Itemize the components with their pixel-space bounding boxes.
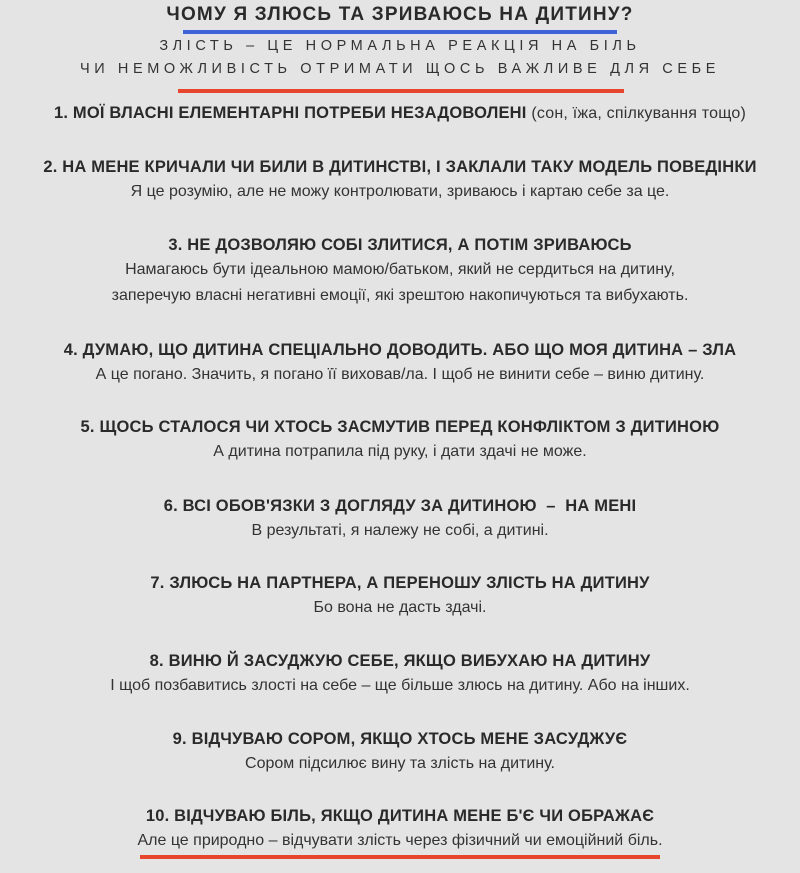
list-item-1 (0, 104, 800, 123)
item-heading: 4. ДУМАЮ, ЩО ДИТИНА СПЕЦІАЛЬНО ДОВОДИТЬ. АБО ЩО МОЯ ДИТИНА – ЗЛА (63, 341, 737, 359)
list-item-2 (0, 158, 800, 205)
item-heading: 2. НА МЕНЕ КРИЧАЛИ ЧИ БИЛИ В ДИТИНСТВІ, І ЗАКЛАЛИ ТАКУ МОДЕЛЬ ПОВЕДІНКИ (43, 158, 757, 176)
item-description: Сором підсилює вину та злість на дитину. (245, 755, 555, 772)
list-item-7 (0, 574, 800, 621)
item-note: (сон, їжа, спілкування тощо) (531, 105, 747, 122)
item-heading: 10. ВІДЧУВАЮ БІЛЬ, ЯКЩО ДИТИНА МЕНЕ Б'Є ЧИ ОБРАЖАЄ (145, 807, 655, 825)
item-description: Бо вона не дасть здачі. (313, 599, 487, 616)
item-heading: 6. ВСІ ОБОВ'ЯЗКИ З ДОГЛЯДУ ЗА ДИТИНОЮ – НА МЕНІ (163, 497, 637, 515)
footer-underline-red (140, 855, 660, 859)
list-item-10 (0, 807, 800, 854)
item-heading: 8. ВИНЮ Й ЗАСУДЖУЮ СЕБЕ, ЯКЩО ВИБУХАЮ НА ДИТИНУ (149, 652, 651, 670)
title-underline-blue (183, 30, 617, 34)
list-item-6 (0, 497, 800, 544)
list-item-9 (0, 730, 800, 777)
item-heading: 1. МОЇ ВЛАСНІ ЕЛЕМЕНТАРНІ ПОТРЕБИ НЕЗАДОВОЛЕНІ (сон, їжа, спілкування тощо) (53, 104, 747, 122)
page-title: ЧОМУ Я ЗЛЮСЬ ТА ЗРИВАЮСЬ НА ДИТИНУ? (166, 4, 634, 25)
item-description: А дитина потрапила під руку, і дати здачі не може. (213, 443, 587, 460)
list-item-3 (0, 236, 800, 309)
item-heading: 9. ВІДЧУВАЮ СОРОМ, ЯКЩО ХТОСЬ МЕНЕ ЗАСУДЖУЄ (172, 730, 628, 748)
list-item-8 (0, 652, 800, 699)
item-description: А це погано. Значить, я погано її виховав/ла. І щоб не винити себе – виню дитину. (95, 366, 705, 383)
subtitle-underline-red (178, 89, 624, 93)
list-item-4 (0, 341, 800, 388)
subtitle-line-1: ЗЛІСТЬ – ЦЕ НОРМАЛЬНА РЕАКЦІЯ НА БІЛЬ (159, 38, 641, 54)
item-description: Намагаюсь бути ідеальною мамою/батьком, який не сердиться на дитину, заперечую власні негативні емоції, які зрештою накопичуються та вибухають. (111, 261, 689, 304)
item-description: В результаті, я належу не собі, а дитині. (251, 522, 549, 539)
item-heading: 5. ЩОСЬ СТАЛОСЯ ЧИ ХТОСЬ ЗАСМУТИВ ПЕРЕД КОНФЛІКТОМ З ДИТИНОЮ (80, 418, 720, 436)
item-heading: 7. ЗЛЮСЬ НА ПАРТНЕРА, А ПЕРЕНОШУ ЗЛІСТЬ НА ДИТИНУ (150, 574, 650, 592)
item-description: Я це розумію, але не можу контролювати, зриваюсь і картаю себе за це. (130, 183, 670, 200)
item-description: Але це природно – відчувати злість через фізичний чи емоційний біль. (137, 832, 663, 849)
item-description: І щоб позбавитись злості на себе – ще більше злюсь на дитину. Або на інших. (110, 677, 690, 694)
subtitle-line-2: ЧИ НЕМОЖЛИВІСТЬ ОТРИМАТИ ЩОСЬ ВАЖЛИВЕ ДЛЯ СЕБЕ (79, 61, 721, 77)
item-heading: 3. НЕ ДОЗВОЛЯЮ СОБІ ЗЛИТИСЯ, А ПОТІМ ЗРИВАЮСЬ (168, 236, 632, 254)
list-item-5 (0, 418, 800, 465)
